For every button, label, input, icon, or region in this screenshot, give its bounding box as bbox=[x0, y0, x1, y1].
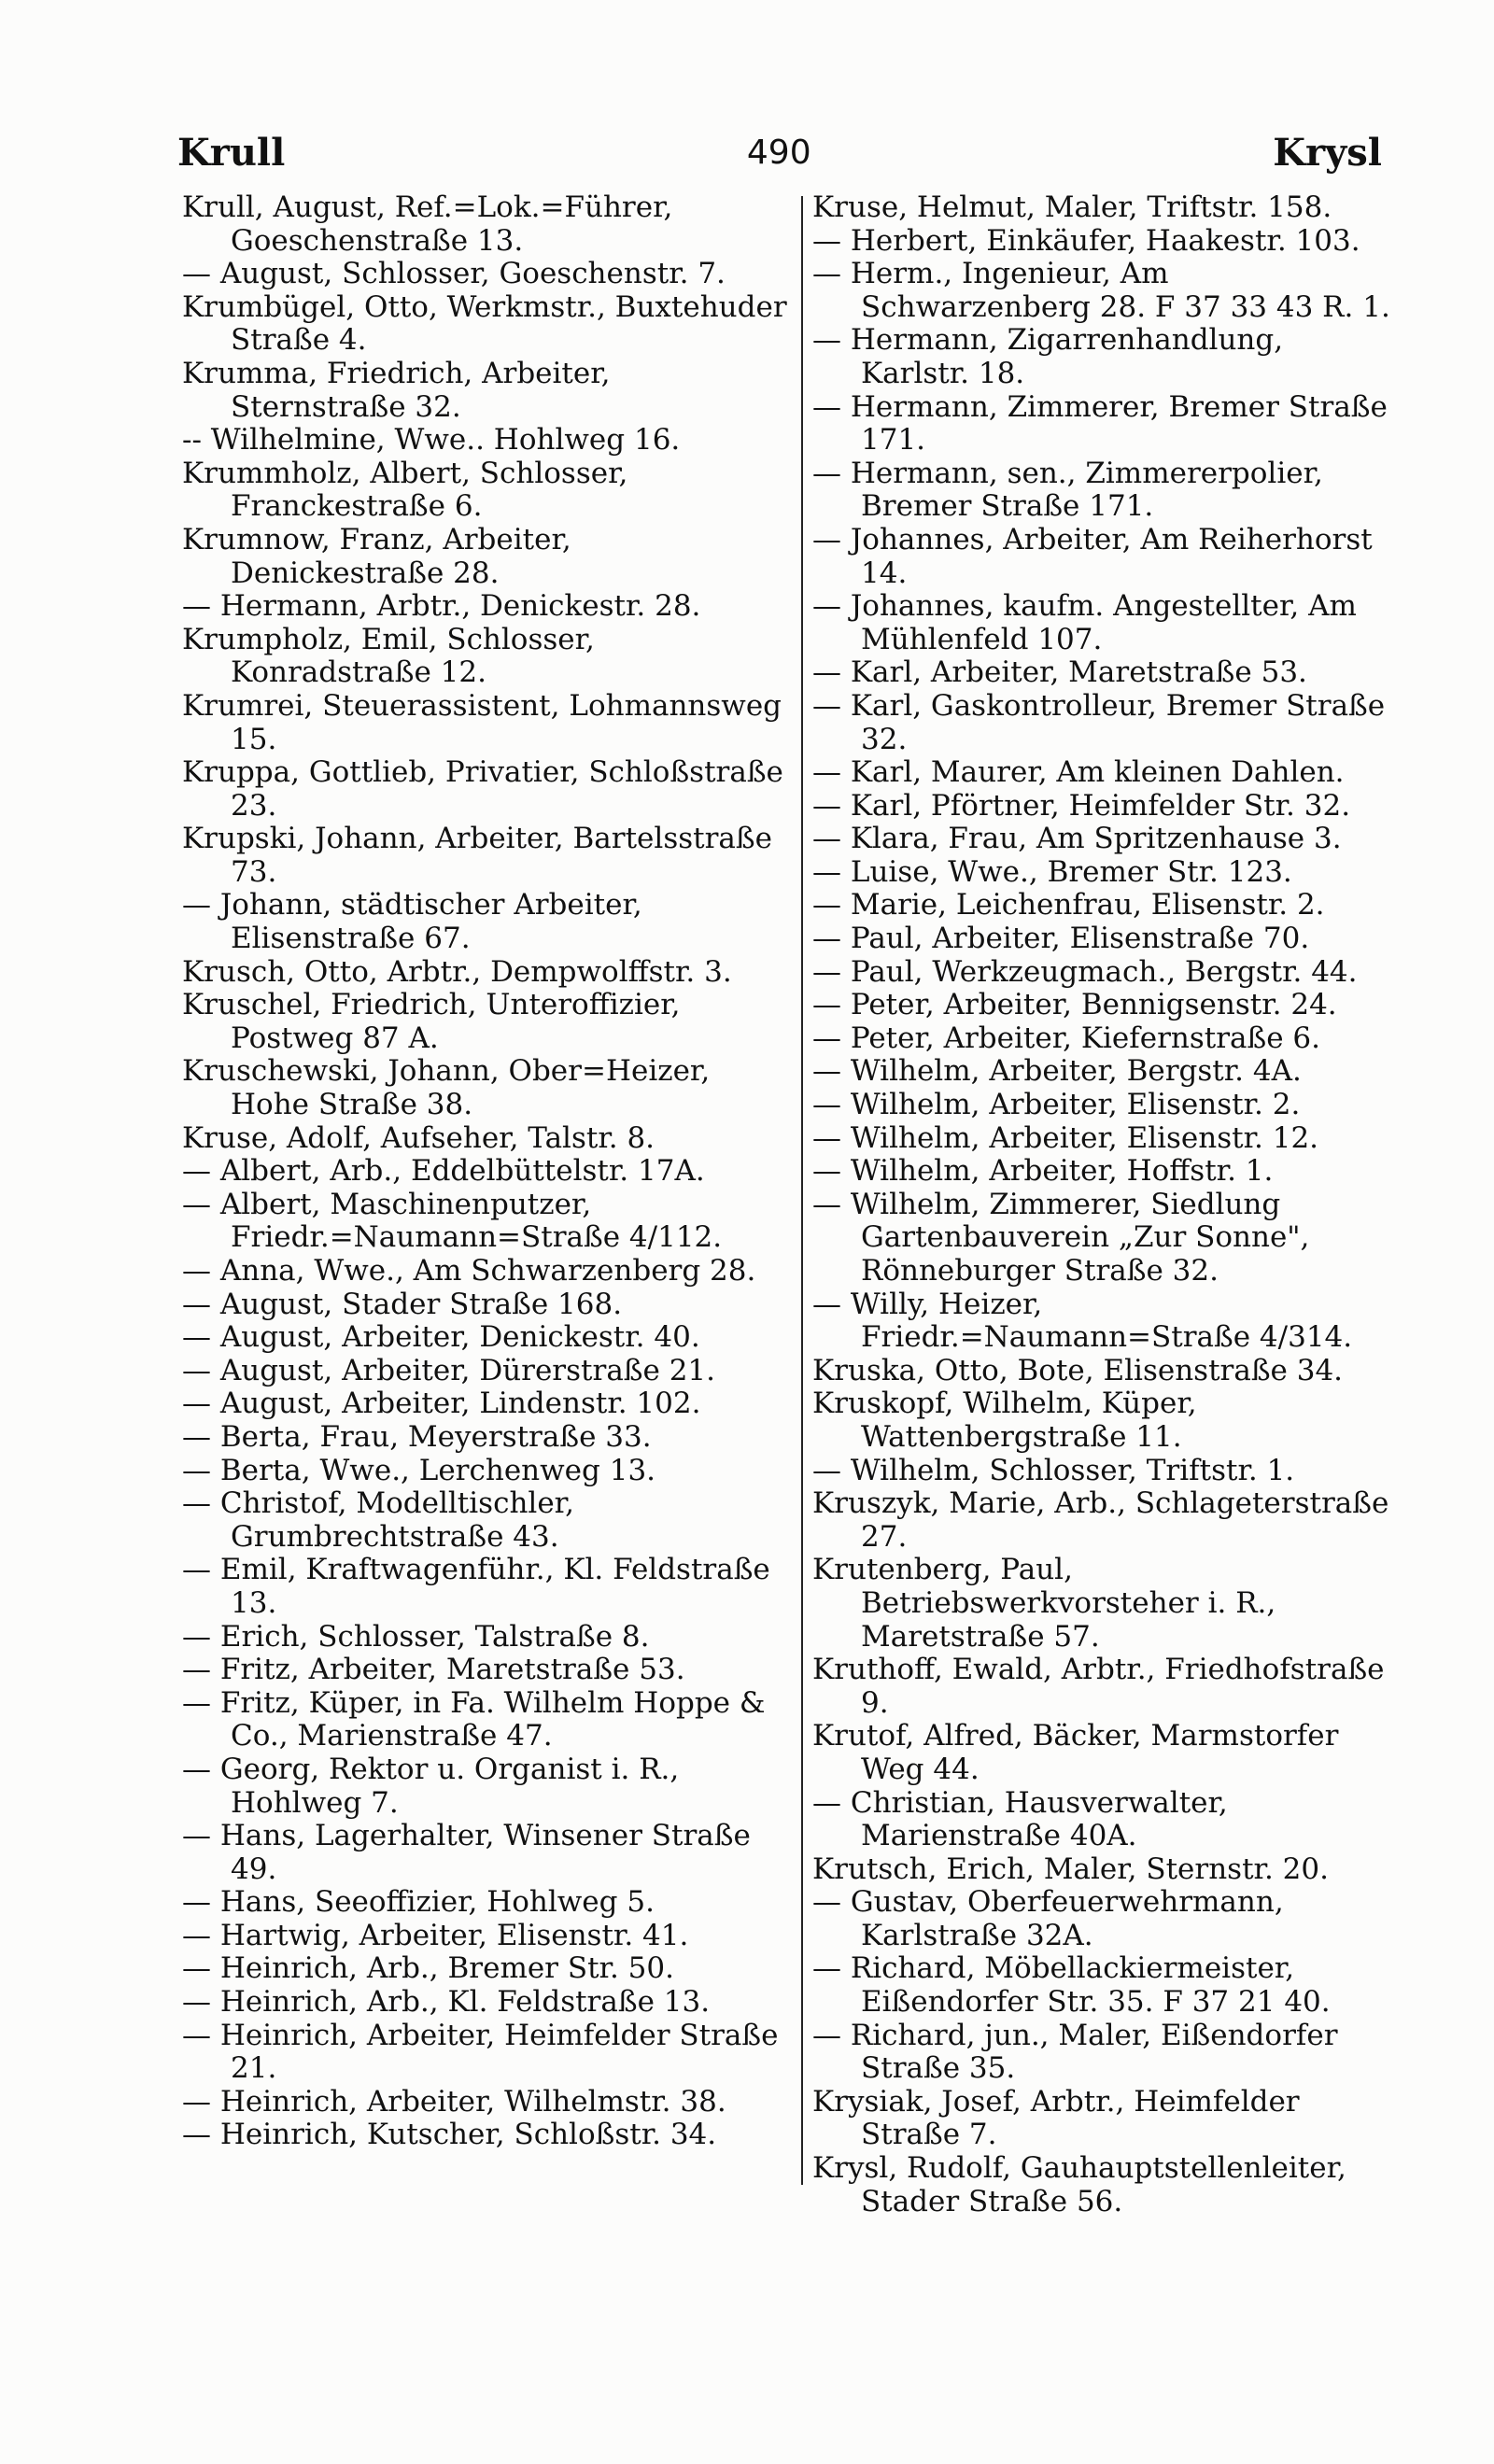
directory-entry: — Christof, Modelltischler, Grumbrechtstraße 43. bbox=[182, 1486, 574, 1554]
directory-entry: — Gustav, Oberfeuerwehrmann, Karlstraße 32A. bbox=[812, 1885, 1284, 1952]
directory-entry: Kruthoff, Ewald, Arbtr., Friedhofstraße 9. bbox=[812, 1653, 1385, 1720]
directory-entry: — Albert, Arb., Eddelbüttelstr. 17A. bbox=[182, 1154, 705, 1189]
directory-entry: — Hermann, Arbtr., Denickestr. 28. bbox=[182, 589, 701, 624]
directory-entry: Krumma, Friedrich, Arbeiter, Sternstraße 32. bbox=[182, 356, 611, 424]
directory-entry: — August, Schlosser, Goeschenstr. 7. bbox=[182, 257, 726, 291]
directory-entry: — Peter, Arbeiter, Bennigsenstr. 24. bbox=[812, 988, 1337, 1022]
directory-entry: Krutof, Alfred, Bäcker, Marmstorfer Weg 44. bbox=[812, 1719, 1339, 1786]
right-column bbox=[812, 191, 1391, 2218]
directory-entry: — Heinrich, Arbeiter, Heimfelder Straße 21. bbox=[182, 2018, 779, 2086]
directory-entry: Kruska, Otto, Bote, Elisenstraße 34. bbox=[812, 1353, 1344, 1387]
left-column bbox=[182, 191, 789, 2152]
directory-entry: — Wilhelm, Zimmerer, Siedlung Gartenbauverein „Zur Sonne", Rönneburger Straße 32. bbox=[812, 1187, 1310, 1288]
directory-entry: — Heinrich, Arbeiter, Wilhelmstr. 38. bbox=[182, 2084, 726, 2119]
directory-entry: — Karl, Gaskontrolleur, Bremer Straße 32. bbox=[812, 688, 1386, 756]
directory-entry: — Anna, Wwe., Am Schwarzenberg 28. bbox=[182, 1254, 756, 1288]
directory-entry: Kruszyk, Marie, Arb., Schlageterstraße 27. bbox=[812, 1486, 1389, 1554]
directory-entry: — Albert, Maschinenputzer, Friedr.=Naumann=Straße 4/112. bbox=[182, 1187, 723, 1255]
directory-entry: — Herm., Ingenieur, Am Schwarzenberg 28. F 37 33 43 R. 1. bbox=[812, 257, 1390, 324]
directory-entry: Krutenberg, Paul, Betriebswerkvorsteher i. R., Maretstraße 57. bbox=[812, 1553, 1276, 1654]
directory-entry: — August, Arbeiter, Denickestr. 40. bbox=[182, 1320, 700, 1355]
directory-entry: — Richard, jun., Maler, Eißendorfer Straße 35. bbox=[812, 2018, 1338, 2086]
directory-entry: Kruschel, Friedrich, Unteroffizier, Postweg 87 A. bbox=[182, 988, 681, 1055]
directory-entry: Kruschewski, Johann, Ober=Heizer, Hohe Straße 38. bbox=[182, 1054, 711, 1122]
directory-entry: — Heinrich, Arb., Kl. Feldstraße 13. bbox=[182, 1985, 711, 2020]
directory-entry: — Heinrich, Arb., Bremer Str. 50. bbox=[182, 1951, 674, 1986]
directory-entry: Krumnow, Franz, Arbeiter, Denickestraße 28. bbox=[182, 522, 571, 590]
directory-entry: — Karl, Maurer, Am kleinen Dahlen. bbox=[812, 755, 1345, 790]
directory-entry: — Wilhelm, Arbeiter, Bergstr. 4A. bbox=[812, 1054, 1302, 1089]
directory-entry: — Paul, Arbeiter, Elisenstraße 70. bbox=[812, 922, 1310, 956]
directory-entry: — Wilhelm, Arbeiter, Hoffstr. 1. bbox=[812, 1154, 1274, 1189]
column-divider bbox=[801, 196, 803, 2185]
directory-entry: Krutsch, Erich, Maler, Sternstr. 20. bbox=[812, 1852, 1329, 1886]
directory-entry: Kruskopf, Wilhelm, Küper, Wattenbergstraße 11. bbox=[812, 1387, 1197, 1454]
directory-entry: — Luise, Wwe., Bremer Str. 123. bbox=[812, 854, 1292, 889]
header-right-keyword: Krysl bbox=[1273, 130, 1382, 175]
directory-entry: — Marie, Leichenfrau, Elisenstr. 2. bbox=[812, 888, 1325, 922]
directory-entry: Kruppa, Gottlieb, Privatier, Schloßstraße 23. bbox=[182, 755, 783, 823]
directory-entry: — Johannes, Arbeiter, Am Reiherhorst 14. bbox=[812, 522, 1373, 590]
directory-entry: — Wilhelm, Schlosser, Triftstr. 1. bbox=[812, 1453, 1295, 1487]
directory-entry: — August, Stader Straße 168. bbox=[182, 1287, 623, 1321]
directory-entry: — Hermann, Zigarrenhandlung, Karlstr. 18. bbox=[812, 323, 1284, 390]
directory-entry: Kruse, Helmut, Maler, Triftstr. 158. bbox=[812, 190, 1332, 224]
directory-entry: — Paul, Werkzeugmach., Bergstr. 44. bbox=[812, 954, 1358, 989]
directory-entry: — Herbert, Einkäufer, Haakestr. 103. bbox=[812, 223, 1360, 258]
directory-entry: — Hermann, Zimmerer, Bremer Straße 171. bbox=[812, 389, 1388, 458]
directory-entry: — Emil, Kraftwagenführ., Kl. Feldstraße 13. bbox=[182, 1553, 770, 1620]
directory-entry: — Wilhelm, Arbeiter, Elisenstr. 12. bbox=[812, 1120, 1319, 1155]
directory-entry: Krupski, Johann, Arbeiter, Bartelsstraße 73. bbox=[182, 822, 772, 889]
directory-entry: Krumbügel, Otto, Werkmstr., Buxtehuder Straße 4. bbox=[182, 289, 787, 358]
directory-entry: — Hans, Seeoffizier, Hohlweg 5. bbox=[182, 1885, 655, 1920]
directory-entry: — August, Arbeiter, Lindenstr. 102. bbox=[182, 1387, 701, 1421]
directory-entry: — Johann, städtischer Arbeiter, Elisenstraße 67. bbox=[182, 888, 642, 956]
directory-entry: — Christian, Hausverwalter, Marienstraße 40A. bbox=[812, 1785, 1228, 1853]
directory-entry: — Heinrich, Kutscher, Schloßstr. 34. bbox=[182, 2118, 717, 2152]
directory-entry: — Erich, Schlosser, Talstraße 8. bbox=[182, 1619, 650, 1654]
directory-entry: — Karl, Pförtner, Heimfelder Str. 32. bbox=[812, 788, 1351, 823]
directory-entry: — Fritz, Küper, in Fa. Wilhelm Hoppe & Co., Marienstraße 47. bbox=[182, 1685, 766, 1753]
directory-entry: — Hartwig, Arbeiter, Elisenstr. 41. bbox=[182, 1918, 689, 1952]
directory-entry: — Hans, Lagerhalter, Winsener Straße 49. bbox=[182, 1819, 751, 1886]
directory-entry: Krumrei, Steuerassistent, Lohmannsweg 15. bbox=[182, 688, 782, 756]
directory-entry: — Karl, Arbeiter, Maretstraße 53. bbox=[812, 655, 1307, 690]
header-left-keyword: Krull bbox=[177, 130, 286, 175]
directory-entry: — Fritz, Arbeiter, Maretstraße 53. bbox=[182, 1653, 685, 1687]
directory-entry: Krysiak, Josef, Arbtr., Heimfelder Straße 7. bbox=[812, 2084, 1300, 2152]
page-header bbox=[177, 120, 1382, 185]
directory-entry: Krusch, Otto, Arbtr., Dempwolffstr. 3. bbox=[182, 954, 732, 989]
directory-entry: — Wilhelm, Arbeiter, Elisenstr. 2. bbox=[812, 1088, 1301, 1122]
directory-entry: Krysl, Rudolf, Gauhauptstellenleiter, Stader Straße 56. bbox=[812, 2151, 1346, 2218]
directory-entry: Krumpholz, Emil, Schlosser, Konradstraße 12. bbox=[182, 622, 595, 690]
directory-entry: — Hermann, sen., Zimmererpolier, Bremer Straße 171. bbox=[812, 456, 1323, 524]
directory-entry: -- Wilhelmine, Wwe.. Hohlweg 16. bbox=[182, 423, 681, 458]
directory-entry: — Georg, Rektor u. Organist i. R., Hohlweg 7. bbox=[182, 1752, 680, 1820]
directory-entry: — Willy, Heizer, Friedr.=Naumann=Straße 4/314. bbox=[812, 1287, 1353, 1355]
directory-entry: — Peter, Arbeiter, Kiefernstraße 6. bbox=[812, 1021, 1320, 1055]
page-number: 490 bbox=[746, 133, 811, 172]
directory-entry: — Johannes, kaufm. Angestellter, Am Mühlenfeld 107. bbox=[812, 589, 1357, 656]
directory-entry: Krummholz, Albert, Schlosser, Franckestraße 6. bbox=[182, 456, 628, 524]
directory-entry: Krull, August, Ref.=Lok.=Führer, Goeschenstraße 13. bbox=[182, 190, 673, 258]
directory-entry: — Berta, Wwe., Lerchenweg 13. bbox=[182, 1453, 656, 1487]
directory-entry: Kruse, Adolf, Aufseher, Talstr. 8. bbox=[182, 1120, 655, 1155]
directory-entry: — Klara, Frau, Am Spritzenhause 3. bbox=[812, 822, 1342, 856]
directory-entry: — Berta, Frau, Meyerstraße 33. bbox=[182, 1419, 652, 1454]
directory-entry: — Richard, Möbellackiermeister, Eißendorfer Str. 35. F 37 21 40. bbox=[812, 1951, 1331, 2020]
directory-entry: — August, Arbeiter, Dürerstraße 21. bbox=[182, 1353, 716, 1387]
